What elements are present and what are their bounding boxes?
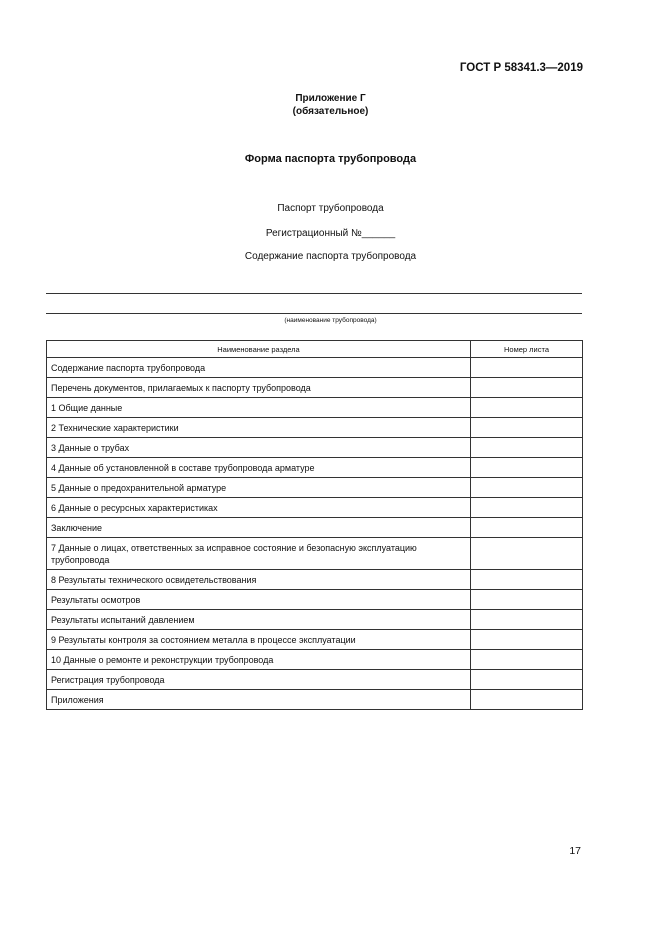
table-row <box>47 630 583 650</box>
sheet-number-cell <box>471 478 583 498</box>
sheet-number-cell <box>471 438 583 458</box>
sheet-number-cell <box>471 518 583 538</box>
sheet-number-cell <box>471 630 583 650</box>
table-row <box>47 478 583 498</box>
table-row <box>47 590 583 610</box>
appendix-heading <box>0 92 661 118</box>
section-name: 8 Результаты технического освидетельствования <box>47 570 471 590</box>
section-name: Приложения <box>47 690 471 710</box>
contents-heading: Содержание паспорта трубопровода <box>244 251 417 262</box>
sheet-number-cell <box>471 418 583 438</box>
sheet-number-cell <box>471 358 583 378</box>
section-name: Результаты осмотров <box>47 590 471 610</box>
table-row <box>47 670 583 690</box>
registration-number-label: Регистрационный №______ <box>265 228 396 239</box>
table-row <box>47 378 583 398</box>
table-row <box>47 610 583 630</box>
sheet-number-cell <box>471 670 583 690</box>
section-name: 10 Данные о ремонте и реконструкции трубопровода <box>47 650 471 670</box>
section-name: 1 Общие данные <box>47 398 471 418</box>
table-row <box>47 498 583 518</box>
section-name: 7 Данные о лицах, ответственных за исправное состояние и безопасную эксплуатацию трубопровода <box>47 538 471 570</box>
table-row <box>47 570 583 590</box>
section-name: 5 Данные о предохранительной арматуре <box>47 478 471 498</box>
sheet-number-cell <box>471 378 583 398</box>
table-row <box>47 438 583 458</box>
pipeline-name-line-1 <box>46 293 582 294</box>
sheet-number-cell <box>471 650 583 670</box>
sheet-number-cell <box>471 570 583 590</box>
sheet-number-cell <box>471 590 583 610</box>
table-row <box>47 418 583 438</box>
section-name: Заключение <box>47 518 471 538</box>
section-name: Результаты испытаний давлением <box>47 610 471 630</box>
section-name: Регистрация трубопровода <box>47 670 471 690</box>
section-name: 3 Данные о трубах <box>47 438 471 458</box>
table-row <box>47 690 583 710</box>
section-name: 2 Технические характеристики <box>47 418 471 438</box>
section-name: 6 Данные о ресурсных характеристиках <box>47 498 471 518</box>
contents-table <box>46 340 583 710</box>
page-number: 17 <box>569 845 581 857</box>
section-name: Содержание паспорта трубопровода <box>47 358 471 378</box>
section-name: 4 Данные об установленной в составе трубопровода арматуре <box>47 458 471 478</box>
table-row <box>47 538 583 570</box>
section-name: Перечень документов, прилагаемых к паспорту трубопровода <box>47 378 471 398</box>
sheet-number-cell <box>471 690 583 710</box>
table-row <box>47 518 583 538</box>
table-row <box>47 458 583 478</box>
sheet-number-cell <box>471 538 583 570</box>
sheet-number-cell <box>471 458 583 478</box>
table-row <box>47 398 583 418</box>
standard-code: ГОСТ Р 58341.3—2019 <box>459 62 583 74</box>
sheet-number-cell <box>471 610 583 630</box>
table-row <box>47 358 583 378</box>
appendix-subtitle: (обязательное) <box>292 106 369 117</box>
table-header-row <box>47 341 583 358</box>
appendix-title: Приложение Г <box>295 93 366 104</box>
section-name: 9 Результаты контроля за состоянием металла в процессе эксплуатации <box>47 630 471 650</box>
column-header-section-name: Наименование раздела <box>47 341 471 358</box>
column-header-sheet-number: Номер листа <box>471 341 583 358</box>
form-title: Форма паспорта трубопровода <box>244 153 417 165</box>
sheet-number-cell <box>471 398 583 418</box>
table-row <box>47 650 583 670</box>
sheet-number-cell <box>471 498 583 518</box>
passport-label: Паспорт трубопровода <box>277 203 384 214</box>
pipeline-name-line-2 <box>46 313 582 314</box>
pipeline-name-caption: (наименование трубопровода) <box>284 317 377 324</box>
